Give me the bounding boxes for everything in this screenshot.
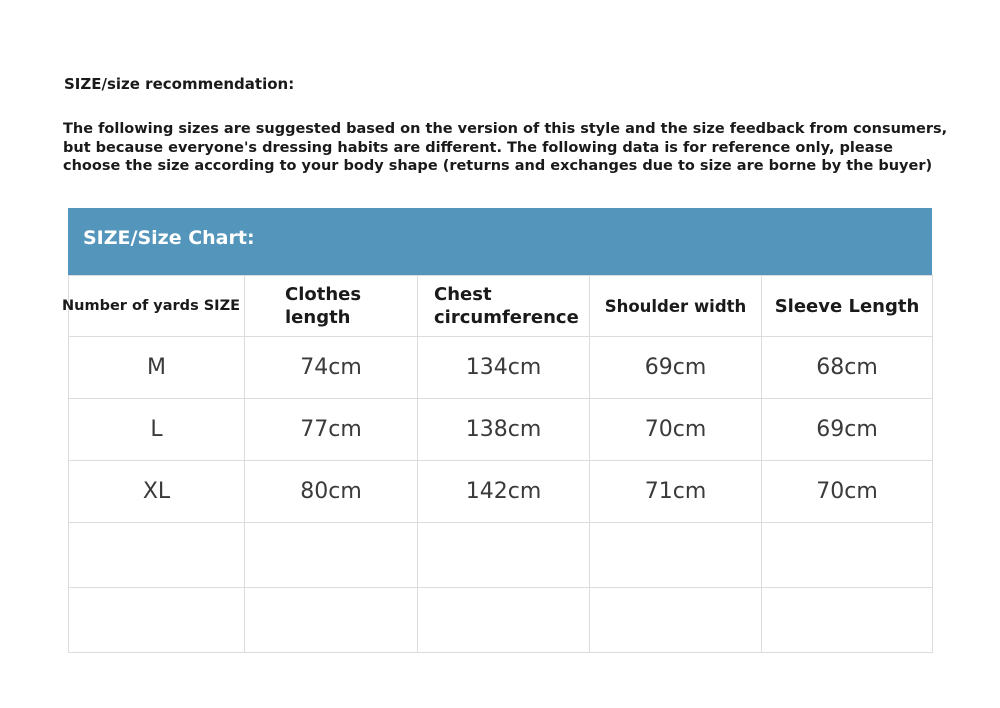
table-cell <box>590 588 762 653</box>
table-row <box>69 337 933 399</box>
size-cell: M <box>69 337 245 399</box>
table-cell: 138cm <box>418 399 590 461</box>
column-header-shoulder: Shoulder width <box>590 276 762 337</box>
table-cell <box>762 588 933 653</box>
table-cell <box>590 523 762 588</box>
disclaimer-line: The following sizes are suggested based on the version of this style and the size feedback from consumers, <box>63 121 948 137</box>
size-chart-title: SIZE/Size Chart: <box>83 227 255 249</box>
table-cell <box>418 523 590 588</box>
table-cell <box>69 588 245 653</box>
size-chart <box>62 208 932 646</box>
table-cell: 69cm <box>762 399 933 461</box>
size-chart-banner <box>68 208 932 275</box>
table-header-row <box>69 276 933 337</box>
size-disclaimer <box>63 120 948 176</box>
table-cell: 70cm <box>762 461 933 523</box>
column-header-size: Number of yards SIZE <box>69 276 245 337</box>
column-header-sleeve: Sleeve Length <box>762 276 933 337</box>
table-cell: 77cm <box>245 399 418 461</box>
table-cell: 70cm <box>590 399 762 461</box>
column-header-clothes-length: Clothes length <box>245 276 418 337</box>
size-cell: L <box>69 399 245 461</box>
table-cell: 71cm <box>590 461 762 523</box>
table-row <box>69 461 933 523</box>
table-cell <box>245 588 418 653</box>
table-cell: 80cm <box>245 461 418 523</box>
table-row <box>69 588 933 653</box>
table-row <box>69 523 933 588</box>
table-cell: 74cm <box>245 337 418 399</box>
table-cell <box>418 588 590 653</box>
table-cell: 134cm <box>418 337 590 399</box>
table-cell: 142cm <box>418 461 590 523</box>
page-title: SIZE/size recommendation: <box>64 75 295 93</box>
table-cell <box>69 523 245 588</box>
table-cell <box>762 523 933 588</box>
table-cell: 68cm <box>762 337 933 399</box>
table-cell: 69cm <box>590 337 762 399</box>
table-cell <box>245 523 418 588</box>
size-table <box>62 275 933 653</box>
disclaimer-line: but because everyone's dressing habits are different. The following data is for reference only, please <box>63 139 893 156</box>
disclaimer-line: choose the size according to your body shape (returns and exchanges due to size are borne by the buyer) <box>63 158 933 174</box>
column-header-chest: Chest circumference <box>418 276 590 337</box>
size-cell: XL <box>69 461 245 523</box>
table-row <box>69 399 933 461</box>
